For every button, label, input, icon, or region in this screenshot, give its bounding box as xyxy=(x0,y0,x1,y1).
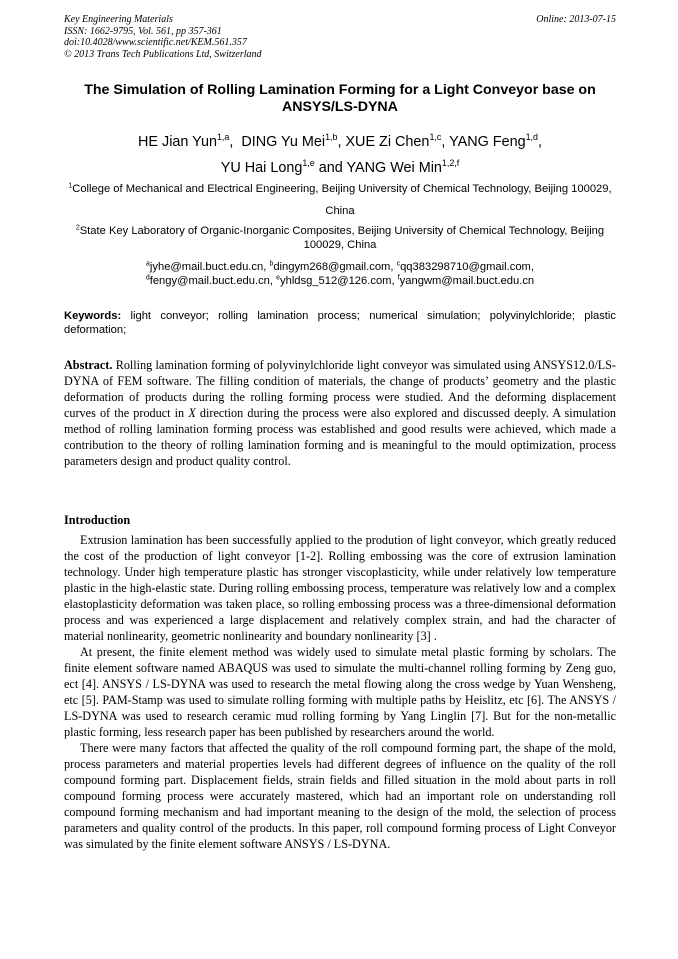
author-superscript: 1,a xyxy=(216,132,230,143)
email-link[interactable]: qq383298710@gmail.com, xyxy=(400,261,534,273)
affiliation-1 xyxy=(64,178,616,222)
author-name: YANG Feng xyxy=(449,134,526,150)
author-conjunction: and xyxy=(318,160,343,176)
author-superscript: 1,c xyxy=(429,132,442,143)
author-name: YANG Wei Min xyxy=(346,160,442,176)
journal-doi: doi:10.4028/www.scientific.net/KEM.561.357 xyxy=(64,37,247,48)
affiliation-superscript: 1 xyxy=(68,182,73,190)
affiliation-text: College of Mechanical and Electrical Engineering, Beijing University of Chemical Technology, Beijing 100029, China xyxy=(72,183,612,217)
email-superscript: a xyxy=(146,260,150,268)
author-line-1: HE Jian Yun$^{1,a}$, DING Yu Mei$^{1,b}$, XUE Zi Chen$^{1,c}$, YANG Feng$^{1,d}$, xyxy=(138,132,542,150)
author-name: DING Yu Mei xyxy=(241,134,326,150)
email-link[interactable]: yangwm@mail.buct.edu.cn xyxy=(399,275,535,287)
author-name: XUE Zi Chen xyxy=(345,134,430,150)
online-date: Online: 2013-07-15 xyxy=(536,14,616,25)
email-superscript: b xyxy=(269,260,274,268)
affiliation-2 xyxy=(64,224,616,252)
email-line-1 xyxy=(64,260,616,274)
affiliation-superscript: 2 xyxy=(75,224,80,232)
paragraph: There were many factors that affected the quality of the roll compound forming part, the shape of the mold, process parameters and material properties levels had different degrees of influence on the quality of the roll compound forming part. Displacement fields, strain fields and filled situation in the mold about parts in roll compound forming process were accurately mastered, which had an important role on understanding roll compound forming mechanism and had important meaning to the design of the mold, the selection of process parameters and quality control of the products. In this paper, roll compound forming process of Light Conveyor was simulated by the finite element software ANSYS / LS-DYNA. xyxy=(64,741,616,851)
introduction-heading: Introduction xyxy=(64,513,131,527)
abstract-variable: X xyxy=(188,406,196,420)
journal-name: Key Engineering Materials xyxy=(64,14,173,25)
abstract xyxy=(64,357,616,469)
email-link[interactable]: yhldsg_512@126.com, xyxy=(280,275,395,287)
email-superscript: c xyxy=(396,260,401,268)
paragraph: Extrusion lamination has been successfully applied to the prodution of light conveyor, which greatly reduced the cost of the production of light conveyor [1-2]. Rolling embossing was the core of extrusion lamination technology. Under high temperature plastic has stronger viscoplasticity, while under relatively low temperature plastic in the high-elastic state. During rolling embossing process, temperature was relatively low and a complex elastoplasticity deformation was taken place, so rolling embossing process was a three-dimensional deformation process and was experienced a large displacement and relatively complex strain, and had the character of material nonlinearity, geometric nonlinearity and boundary nonlinearity [3] . xyxy=(64,533,616,643)
author-name: HE Jian Yun xyxy=(138,134,217,150)
author-superscript: 1,e xyxy=(302,158,315,169)
affiliation-text: State Key Laboratory of Organic-Inorganic Composites, Beijing University of Chemical Technology, Beijing 100029, China xyxy=(79,225,605,251)
keywords-label: Keywords: xyxy=(64,310,122,322)
email-superscript: e xyxy=(276,274,280,282)
author-emails xyxy=(64,260,616,288)
email-link[interactable]: jyhe@mail.buct.edu.cn, xyxy=(149,261,267,273)
author-superscript: 1,2,f xyxy=(441,158,460,169)
author-list xyxy=(60,129,620,181)
keywords xyxy=(64,309,616,337)
email-link[interactable]: dingym268@gmail.com, xyxy=(273,261,394,273)
abstract-label: Abstract. xyxy=(64,358,113,372)
paper-title: The Simulation of Rolling Lamination Forming for a Light Conveyor base on ANSYS/LS-DYNA xyxy=(84,82,596,115)
journal-header xyxy=(64,14,616,60)
journal-issn: ISSN: 1662-9795, Vol. 561, pp 357-361 xyxy=(64,25,222,37)
abstract-text: direction during the process were also explored and discussed deeply. A simulation method of rolling lamination forming process was established and good results were achieved, which made a contribution to the theory of rolling lamination forming and is meaningful to the mould optimization, process parameters design and product quality control. xyxy=(64,406,617,468)
journal-copyright: © 2013 Trans Tech Publications Ltd, Switzerland xyxy=(64,48,262,60)
paragraph: At present, the finite element method was widely used to simulate metal plastic forming by scholars. The finite element software named ABAQUS was used to simulate the multi-channel rolling forming by Zeng guo, ect [4]. ANSYS / LS-DYNA was used to research the metal flowing along the cross wedge by Yuan Wensheng, etc [5]. PAM-Stamp was used to simulate rolling forming with multiple paths by Heislitz, etc [6]. The ANSYS / LS-DYNA was used to research ceramic mud rolling forming by Yang Linglin [7]. But for the non-metallic plastic forming, less research paper has been published by researchers around the world. xyxy=(64,645,616,739)
email-link[interactable]: fengy@mail.buct.edu.cn, xyxy=(149,275,274,287)
author-name: YU Hai Long xyxy=(220,160,303,176)
email-superscript: f xyxy=(397,274,400,282)
keywords-text: light conveyor; rolling lamination process; numerical simulation; polyvinylchloride; plastic deformation; xyxy=(64,310,616,336)
email-line-2 xyxy=(64,274,616,288)
author-superscript: 1,d xyxy=(525,132,538,143)
introduction-body xyxy=(64,532,616,852)
email-superscript: d xyxy=(145,274,150,282)
abstract-text: Rolling lamination forming of polyvinylchloride light conveyor was simulated using ANSYS12.0/LS-DYNA of FEM software. The filling condition of materials, the change of products’ geometry and the plastic deformation of products during the rolling forming process were studied. And the deforming displacement curves of the product in xyxy=(64,358,616,420)
author-superscript: 1,b xyxy=(325,132,338,143)
